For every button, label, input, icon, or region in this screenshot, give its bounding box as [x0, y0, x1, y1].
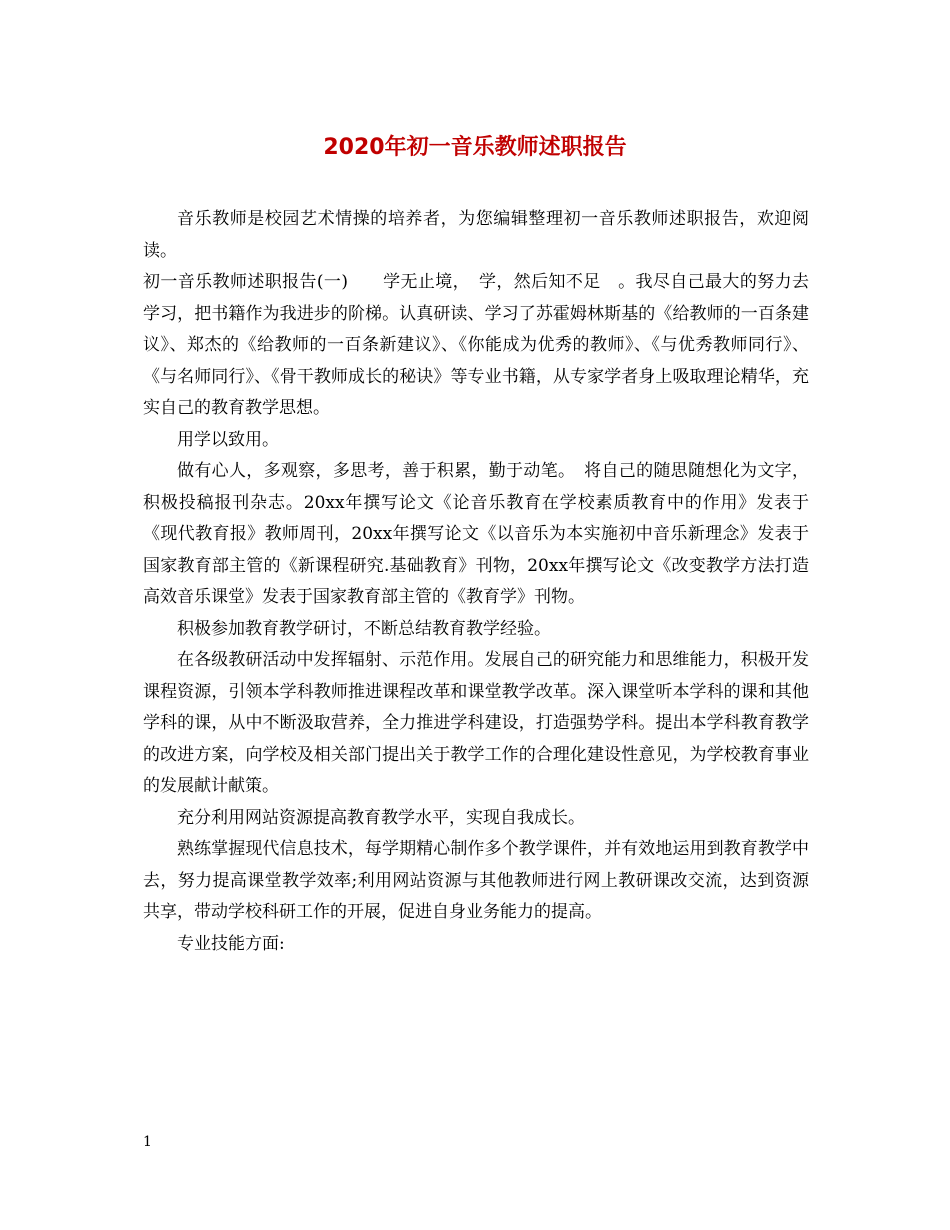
paragraph: 做有心人，多观察，多思考，善于积累，勤于动笔。 将自己的随思随想化为文字，积极投稿报刊杂志。20xx年撰写论文《论音乐教育在学校素质教育中的作用》发表于《现代教育报》教师周刊，20xx年撰写论文《以音乐为本实施初中音乐新理念》发表于国家教育部主管的《新课程研究.基础教育》刊物，20xx年撰写论文《改变教学方法打造高效音乐课堂》发表于国家教育部主管的《教育学》刊物。	[143, 461, 809, 607]
document-body	[143, 204, 809, 960]
paragraph: 积极参加教育教学研讨，不断总结教育教学经验。	[177, 618, 551, 639]
paragraph: 在各级教研活动中发挥辐射、示范作用。发展自己的研究能力和思维能力，积极开发课程资源，引领本学科教师推进课程改革和课堂教学改革。深入课堂听本学科的课和其他学科的课，从中不断汲取营养，全力推进学科建设，打造强势学科。提出本学科教育教学的改进方案，向学校及相关部门提出关于教学工作的合理化建设性意见，为学校教育事业的发展献计献策。	[143, 650, 809, 796]
paragraph: 初一音乐教师述职报告(一) 学无止境， 学，然后知不足 。我尽自己最大的努力去学习，把书籍作为我进步的阶梯。认真研读、学习了苏霍姆林斯基的《给教师的一百条建议》、郑杰的《给教师的一百条新建议》、《你能成为优秀的教师》、《与优秀教师同行》、《与名师同行》、《骨干教师成长的秘诀》等专业书籍，从专家学者身上吸取理论精华，充实自己的教育教学思想。	[143, 272, 809, 418]
document-title: 2020年初一音乐教师述职报告	[323, 135, 627, 160]
paragraph: 充分利用网站资源提高教育教学水平，实现自我成长。	[177, 807, 585, 828]
paragraph: 音乐教师是校园艺术情操的培养者，为您编辑整理初一音乐教师述职报告，欢迎阅读。	[143, 209, 809, 261]
paragraph: 用学以致用。	[177, 429, 279, 450]
paragraph: 熟练掌握现代信息技术，每学期精心制作多个教学课件，并有效地运用到教育教学中去，努力提高课堂教学效率;利用网站资源与其他教师进行网上教研课改交流，达到资源共享，带动学校科研工作的开展，促进自身业务能力的提高。	[143, 839, 809, 922]
paragraph: 专业技能方面:	[177, 933, 285, 954]
page-number: 1	[143, 1134, 152, 1150]
